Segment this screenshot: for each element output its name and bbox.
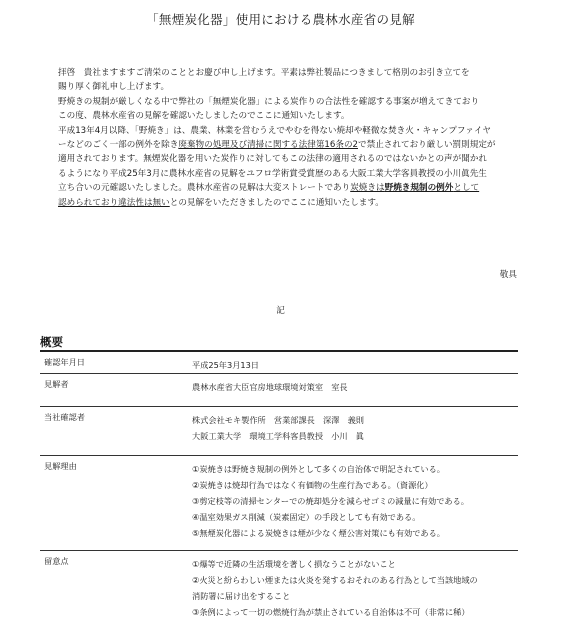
row-label: 当社確認者: [44, 412, 85, 422]
body-line: [58, 167, 528, 181]
emphasis-text: 認められており違法性は無い: [58, 197, 170, 208]
row-label: 見解者: [44, 379, 69, 389]
body-text: 立ち合いの元確認いたしました。農林水産省の見解は大変ストレートであり: [58, 183, 351, 194]
table-row: [40, 456, 518, 551]
body-text: との見解をいただきましたのでここに通知いたします。: [169, 197, 384, 208]
value-line: 大阪工業大学 環境工学科客員教授 小川 眞: [192, 431, 364, 441]
table-row: [40, 374, 518, 407]
emphasis-text: 炭焼きは: [350, 183, 385, 194]
row-value: [192, 352, 518, 373]
value-line: ③剪定枝等の清掃センターでの焼却処分を減らせゴミの減量に有効である。: [192, 496, 469, 506]
row-value: [192, 374, 518, 406]
table-row: [40, 352, 518, 374]
value-line: ③条例によって一切の燃焼行為が禁止されている自治体は不可（非常に稀）: [192, 607, 470, 617]
body-text: ーなどのごく一部の例外を除き: [58, 140, 179, 151]
value-line: 消防署に届け出をすること: [192, 591, 291, 601]
value-line: ①爆等で近隣の生活環境を著しく損なうことがないこと: [192, 559, 396, 569]
body-text: 適用されております。無煙炭化器を用いた炭作りに対してもこの法律の適用されるのではないかとの声が聞かれ: [58, 154, 488, 165]
row-value: [192, 551, 518, 627]
body-line: [58, 80, 528, 94]
body-line: [58, 95, 528, 109]
body-line: [58, 196, 528, 210]
body-text: るようになり平成25年3月に農林水産省の見解をユフロ学術賞受賞歴のある大阪工業大学客員教授の小川眞先生: [58, 168, 487, 179]
body-text: この度、農林水産省の見解を確認いたしましたのでここに通知いたします。: [58, 111, 350, 122]
document-title: 「無煙炭化器」使用における農林水産省の見解: [146, 12, 415, 27]
value-line: 株式会社モキ製作所 営業部課長 深澤 義則: [192, 415, 364, 425]
letter-body: [58, 66, 528, 210]
summary-heading: 概要: [40, 334, 518, 352]
closing-word: 敬具: [499, 270, 517, 280]
emphasis-text: として: [453, 183, 480, 194]
value-line: 平成25年3月13日: [192, 360, 259, 370]
body-line: [58, 152, 528, 166]
body-text: 賜り厚く御礼申し上げます。: [58, 82, 170, 93]
body-text: で禁止されており厳しい罰則規定が: [358, 140, 496, 151]
row-label: 留意点: [44, 556, 69, 566]
row-label: 確認年月日: [44, 357, 85, 367]
summary-table: [40, 334, 518, 627]
body-line: [58, 138, 528, 152]
table-row: [40, 407, 518, 456]
row-value: [192, 407, 518, 455]
body-text: 野焼きの規制が厳しくなる中で弊社の「無煙炭化器」による炭作りの合法性を確認する事案が増えてきており: [58, 96, 480, 107]
body-line: [58, 181, 528, 195]
body-line: [58, 109, 528, 123]
value-line: ④温室効果ガス削減（炭素固定）の手段としても有効である。: [192, 512, 421, 522]
value-line: ⑤無煙炭化器による炭焼きは煙が少なく煙公害対策にも有効である。: [192, 528, 445, 538]
table-row: [40, 551, 518, 627]
body-line: [58, 124, 528, 138]
law-reference: 廃棄物の処理及び清掃に関する法律第16条の2: [178, 140, 359, 151]
body-text: 平成13年4月以降、「野焼き」は、農業、林業を営むうえでやむを得ない焼却や軽微な焚き火・キャンプファイヤ: [58, 125, 492, 136]
body-line: [58, 66, 528, 80]
row-label: 見解理由: [44, 461, 77, 471]
body-text: 拝啓 貴社ますますご清栄のこととお慶び申し上げます。平素は弊社製品につきまして格別のお引き立てを: [58, 68, 470, 78]
row-value: [192, 456, 518, 550]
value-line: ②炭焼きは焼却行為ではなく有価物の生産行為である。（資源化）: [192, 480, 433, 490]
value-line: ②火災と紛らわしい煙または火炎を発するおそれのある行為として当該地域の: [192, 575, 478, 585]
value-line: ①炭焼きは野焼き規制の例外として多くの自治体で明記されている。: [192, 464, 445, 474]
value-line: 農林水産省大臣官房地球環境対策室 室長: [192, 382, 348, 392]
ki-mark: 記: [276, 306, 285, 316]
emphasis-bold-text: 野焼き規制の例外: [384, 183, 454, 194]
